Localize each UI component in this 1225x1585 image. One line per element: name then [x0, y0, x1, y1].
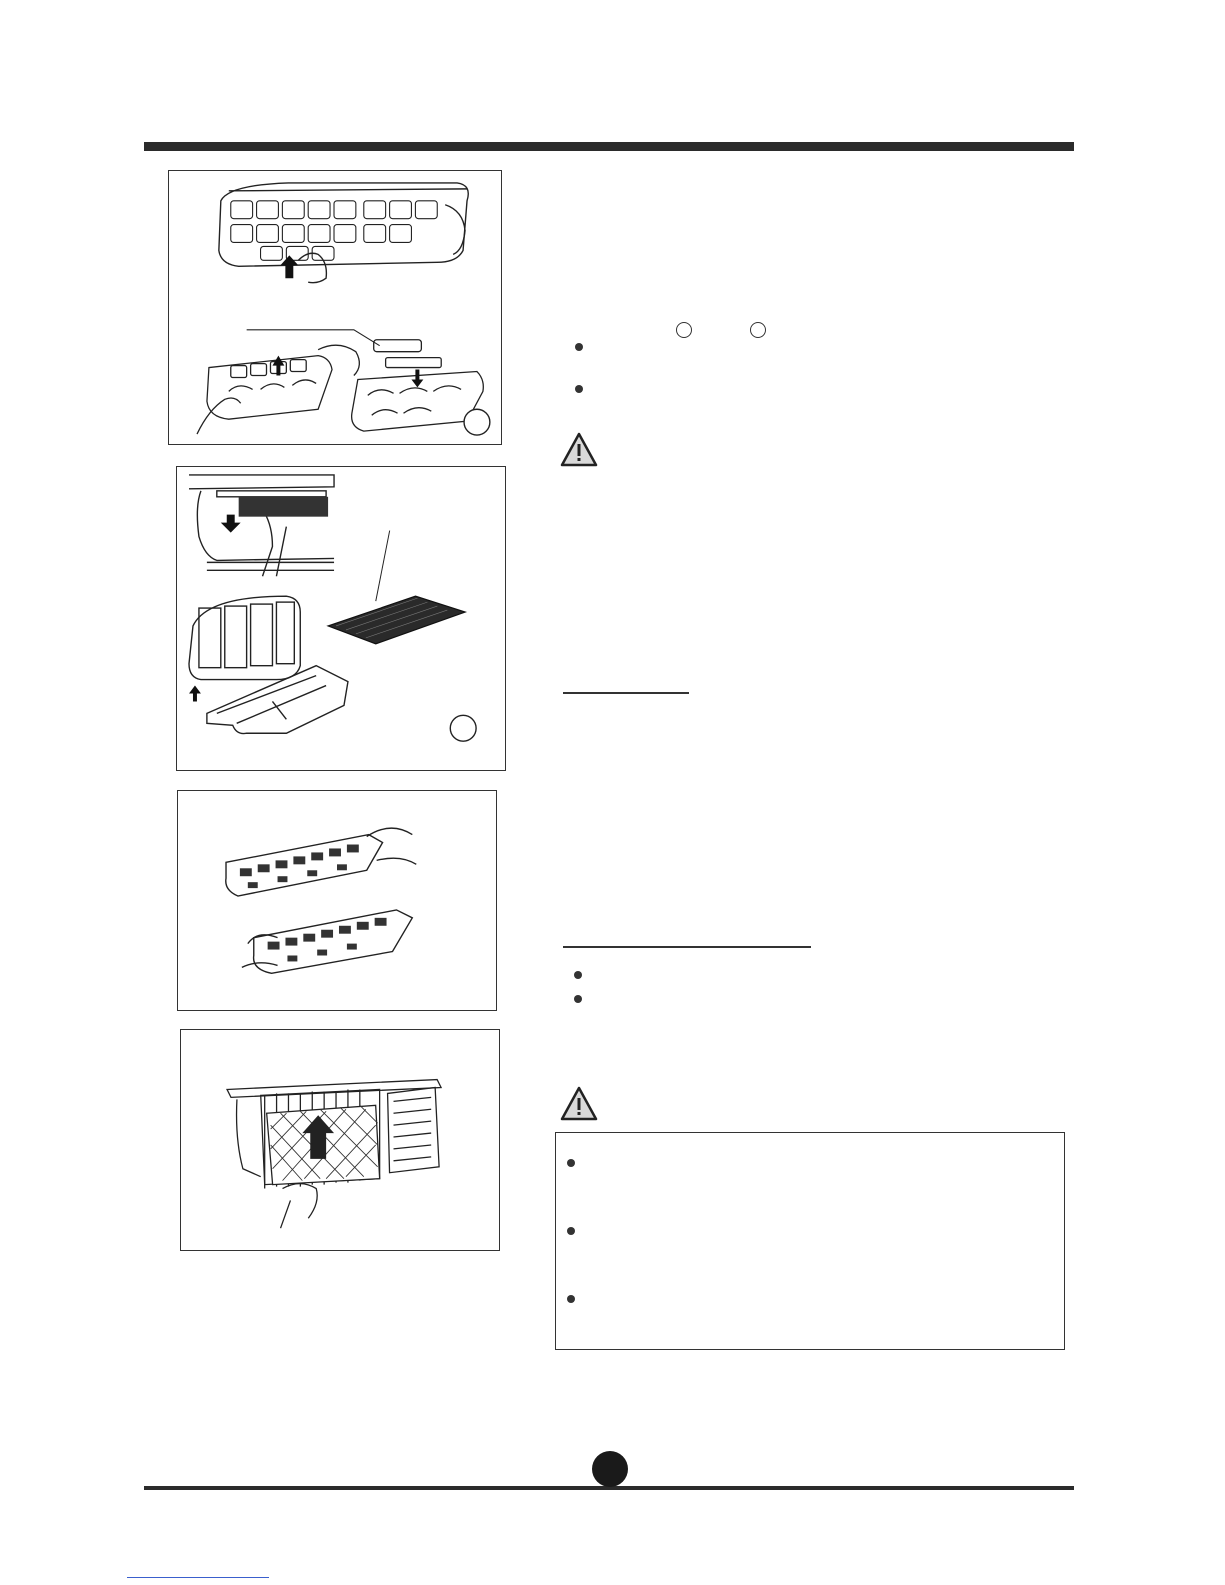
figure-reinstall-filter-drawing: [181, 1030, 499, 1250]
figure-remove-purifying-filter-drawing: [177, 467, 505, 770]
figure-clean-filter: [177, 790, 497, 1011]
note-bullet-1: [567, 1159, 575, 1167]
bottom-link-underline: [127, 1577, 269, 1578]
bullet-2: [575, 385, 583, 393]
figure-clean-filter-drawing: [178, 791, 496, 1010]
bullet-3: [574, 971, 582, 979]
section-heading-underline-2: [563, 946, 811, 948]
warning-triangle-icon-2: [560, 1086, 598, 1122]
note-bullet-3: [567, 1295, 575, 1303]
circle-reference-a: [676, 322, 692, 338]
header-rule: [144, 142, 1074, 151]
figure-remove-purifying-filter: [176, 466, 506, 771]
note-bullet-2: [567, 1227, 575, 1235]
bullet-4: [574, 995, 582, 1003]
circle-reference-b: [750, 322, 766, 338]
figure-reinstall-filter: [180, 1029, 500, 1251]
page-number-badge: [592, 1451, 628, 1487]
caution-note-box: [555, 1132, 1065, 1350]
section-heading-underline-1: [563, 692, 689, 694]
figure-remove-air-filter-drawing: [169, 171, 501, 444]
bullet-1: [575, 343, 583, 351]
warning-triangle-icon: [560, 432, 598, 468]
figure-remove-air-filter: [168, 170, 502, 445]
